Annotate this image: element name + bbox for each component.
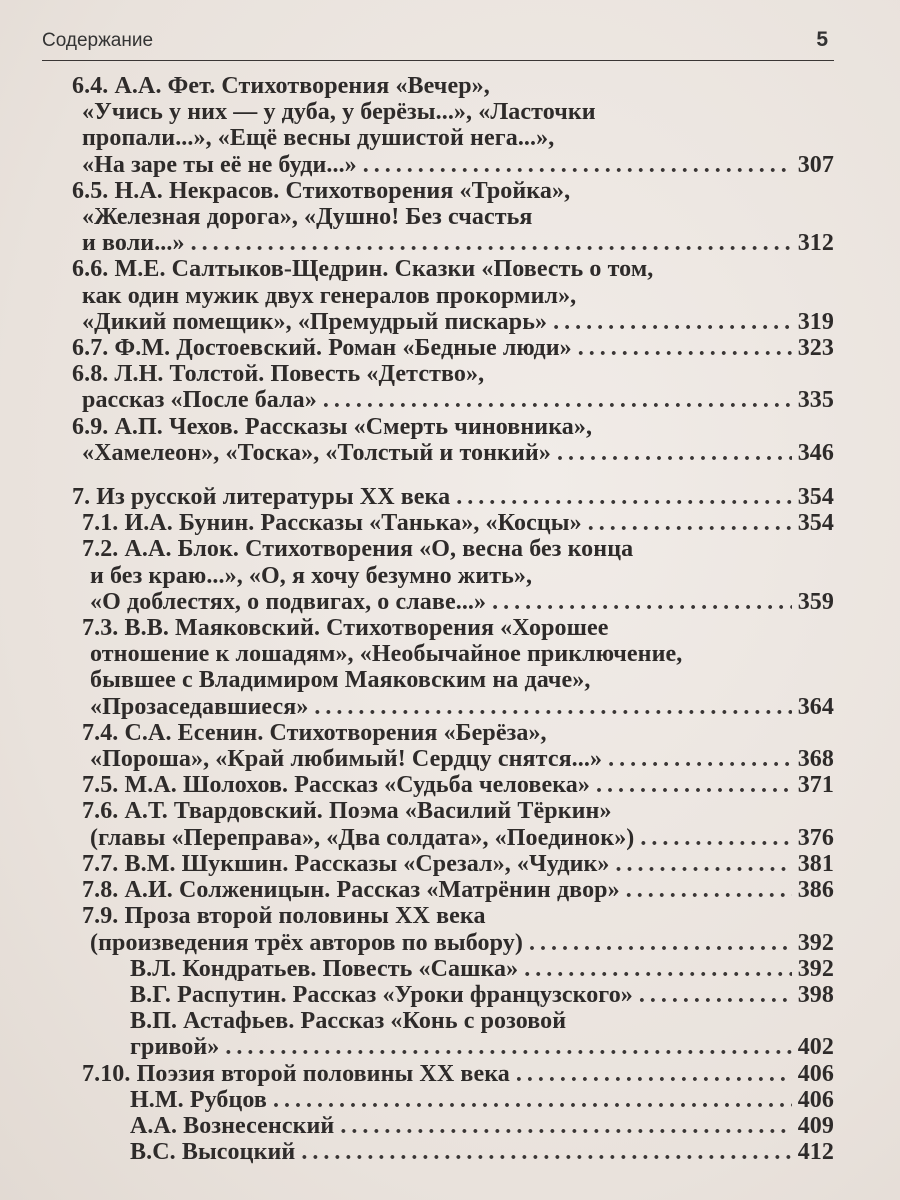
toc-page-number: 354 — [797, 510, 834, 537]
dot-leader — [524, 956, 791, 982]
toc-entry — [72, 851, 834, 877]
toc-entry-line — [72, 772, 834, 798]
toc-page-number: 323 — [797, 335, 834, 362]
dot-leader — [578, 335, 792, 361]
toc-entry-line — [72, 387, 834, 413]
toc-entry-text: 7.5. М.А. Шолохов. Рассказ «Судьба человека» — [82, 772, 591, 799]
toc-page-number: 381 — [797, 850, 834, 877]
toc-entry-line — [72, 204, 834, 230]
toc-entry-text: бывшее с Владимиром Маяковским на даче», — [90, 667, 591, 694]
toc-entry-line — [72, 178, 834, 204]
toc-entry — [72, 1061, 834, 1087]
toc-entry-text: «Прозаседавшиеся» — [90, 693, 309, 720]
toc-entry-text: 7.3. В.В. Маяковский. Стихотворения «Хорошее — [82, 615, 609, 642]
toc-entry — [72, 615, 834, 720]
toc-page-number: 392 — [797, 929, 834, 956]
dot-leader — [273, 1087, 792, 1113]
toc-entry-line — [72, 641, 834, 667]
toc-page-number: 371 — [797, 772, 834, 799]
toc-entry-line — [72, 930, 834, 956]
dot-leader — [456, 484, 791, 510]
toc-entry-text: гривой» — [130, 1034, 220, 1061]
table-of-contents — [72, 73, 834, 1165]
toc-entry — [72, 178, 834, 257]
dot-leader — [608, 746, 792, 772]
toc-entry-line — [72, 1139, 834, 1165]
toc-entry-text: (главы «Переправа», «Два солдата», «Поединок») — [90, 824, 635, 851]
toc-entry-text: 7.6. А.Т. Твардовский. Поэма «Василий Тёркин» — [82, 798, 612, 825]
toc-entry-line — [72, 283, 834, 309]
toc-page-number: 354 — [797, 484, 834, 511]
toc-entry — [72, 798, 834, 850]
toc-entry-line — [72, 1008, 834, 1034]
dot-leader — [340, 1113, 791, 1139]
toc-entry-line — [72, 73, 834, 99]
toc-entry — [72, 720, 834, 772]
toc-entry — [72, 903, 834, 955]
toc-entry-text: 7.9. Проза второй половины XX века — [82, 903, 486, 930]
toc-entry — [72, 1139, 834, 1165]
toc-entry-line — [72, 615, 834, 641]
toc-page-number: 386 — [797, 877, 834, 904]
dot-leader — [363, 152, 792, 178]
dot-leader — [492, 589, 792, 615]
toc-entry-text: «Дикий помещик», «Премудрый пискарь» — [82, 308, 548, 335]
toc-entry-line — [72, 335, 834, 361]
toc-entry-text: 6.6. М.Е. Салтыков-Щедрин. Сказки «Повесть о том, — [72, 256, 654, 283]
toc-entry-line — [72, 720, 834, 746]
toc-entry-line — [72, 1087, 834, 1113]
toc-entry-text: «О доблестях, о подвигах, о славе...» — [90, 588, 487, 615]
toc-entry — [72, 982, 834, 1008]
toc-entry-line — [72, 414, 834, 440]
dot-leader — [314, 694, 791, 720]
toc-page-number: 368 — [797, 746, 834, 773]
toc-page-number: 409 — [797, 1112, 834, 1139]
dot-leader — [323, 387, 792, 413]
toc-entry-text: 6.5. Н.А. Некрасов. Стихотворения «Тройка», — [72, 177, 571, 204]
toc-entry-line — [72, 667, 834, 693]
toc-page-number: 376 — [797, 824, 834, 851]
toc-entry-line — [72, 510, 834, 536]
toc-entry-text: 7.10. Поэзия второй половины XX века — [82, 1060, 510, 1087]
toc-entry-text: В.Л. Кондратьев. Повесть «Сашка» — [130, 955, 519, 982]
dot-leader — [640, 825, 791, 851]
toc-page-number: 402 — [797, 1034, 834, 1061]
toc-entry — [72, 772, 834, 798]
dot-leader — [529, 930, 792, 956]
toc-entry-text: 6.4. А.А. Фет. Стихотворения «Вечер», — [72, 73, 490, 99]
toc-entry — [72, 1113, 834, 1139]
toc-entry-line — [72, 484, 834, 510]
toc-page-number: 364 — [797, 693, 834, 720]
dot-leader — [596, 772, 792, 798]
toc-entry-line — [72, 563, 834, 589]
toc-entry-text: отношение к лошадям», «Необычайное приключение, — [90, 641, 683, 668]
dot-leader — [639, 982, 792, 1008]
toc-entry — [72, 414, 834, 466]
toc-entry-text: пропали...», «Ещё весны душистой нега...», — [82, 125, 555, 152]
toc-entry-line — [72, 1061, 834, 1087]
toc-entry-line — [72, 99, 834, 125]
toc-entry-line — [72, 536, 834, 562]
toc-entry — [72, 484, 834, 510]
toc-entry-text: как один мужик двух генералов прокормил», — [82, 282, 577, 309]
toc-entry-line — [72, 361, 834, 387]
toc-entry-text: В.Г. Распутин. Рассказ «Уроки французского» — [130, 981, 633, 1008]
toc-entry — [72, 1008, 834, 1060]
toc-entry — [72, 1087, 834, 1113]
toc-entry-text: и воли...» — [82, 230, 185, 257]
toc-entry-text: 7.2. А.А. Блок. Стихотворения «О, весна без конца — [82, 536, 634, 563]
toc-entry-line — [72, 851, 834, 877]
dot-leader — [616, 851, 792, 877]
toc-entry-text: и без краю...», «О, я хочу безумно жить», — [90, 562, 533, 589]
toc-entry-text: Н.М. Рубцов — [130, 1086, 267, 1113]
toc-entry-line — [72, 125, 834, 151]
toc-entry-line — [72, 694, 834, 720]
toc-page-number: 359 — [797, 588, 834, 615]
toc-entry-text: «На заре ты её не буди...» — [82, 151, 357, 178]
toc-entry — [72, 536, 834, 615]
toc-entry-text: А.А. Вознесенский — [130, 1112, 335, 1139]
toc-entry-text: 7.8. А.И. Солженицын. Рассказ «Матрёнин двор» — [82, 877, 620, 904]
toc-entry-line — [72, 746, 834, 772]
toc-entry-text: 6.8. Л.Н. Толстой. Повесть «Детство», — [72, 361, 485, 388]
toc-page-number: 398 — [797, 981, 834, 1008]
toc-entry — [72, 877, 834, 903]
toc-entry-text: В.П. Астафьев. Рассказ «Конь с розовой — [130, 1008, 567, 1035]
toc-entry-text: «Пороша», «Край любимый! Сердцу снятся...» — [90, 746, 603, 773]
toc-entry-line — [72, 1034, 834, 1060]
toc-entry — [72, 73, 834, 178]
toc-entry-line — [72, 877, 834, 903]
toc-entry-text: В.С. Высоцкий — [130, 1139, 296, 1166]
toc-page-number: 346 — [797, 439, 834, 466]
toc-entry-text: «Железная дорога», «Душно! Без счастья — [82, 204, 533, 231]
toc-entry-text: «Хамелеон», «Тоска», «Толстый и тонкий» — [82, 439, 551, 466]
toc-entry-line — [72, 1113, 834, 1139]
toc-entry-line — [72, 230, 834, 256]
toc-page-number: 392 — [797, 955, 834, 982]
toc-page-number: 412 — [797, 1139, 834, 1166]
toc-entry-text: 6.7. Ф.М. Достоевский. Роман «Бедные люди» — [72, 335, 572, 362]
toc-entry-line — [72, 152, 834, 178]
dot-leader — [553, 309, 792, 335]
toc-entry — [72, 510, 834, 536]
toc-page-number: 406 — [797, 1086, 834, 1113]
dot-leader — [626, 877, 792, 903]
toc-page-number: 335 — [797, 387, 834, 414]
toc-entry-line — [72, 903, 834, 929]
toc-entry-text: 7.7. В.М. Шукшин. Рассказы «Срезал», «Чудик» — [82, 850, 610, 877]
toc-entry-text: (произведения трёх авторов по выбору) — [90, 929, 523, 956]
toc-entry-line — [72, 798, 834, 824]
toc-entry-line — [72, 825, 834, 851]
toc-entry-line — [72, 440, 834, 466]
toc-entry-line — [72, 589, 834, 615]
toc-entry-text: 7.4. С.А. Есенин. Стихотворения «Берёза», — [82, 719, 547, 746]
running-header-title: Содержание — [42, 30, 154, 51]
toc-page-number: 307 — [797, 151, 834, 178]
toc-entry-line — [72, 956, 834, 982]
dot-leader — [191, 230, 792, 256]
dot-leader — [557, 440, 792, 466]
toc-entry-text: 7.1. И.А. Бунин. Рассказы «Танька», «Косцы» — [82, 510, 582, 537]
toc-page-number: 406 — [797, 1060, 834, 1087]
toc-entry-text: рассказ «После бала» — [82, 387, 317, 414]
section-gap — [72, 466, 834, 484]
toc-entry — [72, 956, 834, 982]
toc-page-number: 319 — [797, 308, 834, 335]
dot-leader — [516, 1061, 792, 1087]
dot-leader — [588, 510, 792, 536]
toc-entry-line — [72, 309, 834, 335]
toc-entry-text: «Учись у них — у дуба, у берёзы...», «Ласточки — [82, 99, 596, 126]
toc-entry-text: 6.9. А.П. Чехов. Рассказы «Смерть чиновника», — [72, 413, 593, 440]
toc-page-number: 312 — [797, 230, 834, 257]
dot-leader — [225, 1034, 791, 1060]
toc-entry-line — [72, 982, 834, 1008]
running-header — [42, 28, 834, 61]
toc-entry — [72, 335, 834, 361]
page-number: 5 — [816, 28, 828, 51]
toc-entry-text: 7. Из русской литературы XX века — [72, 484, 451, 511]
toc-entry — [72, 256, 834, 335]
toc-entry-line — [72, 256, 834, 282]
dot-leader — [301, 1139, 791, 1165]
toc-entry — [72, 361, 834, 413]
